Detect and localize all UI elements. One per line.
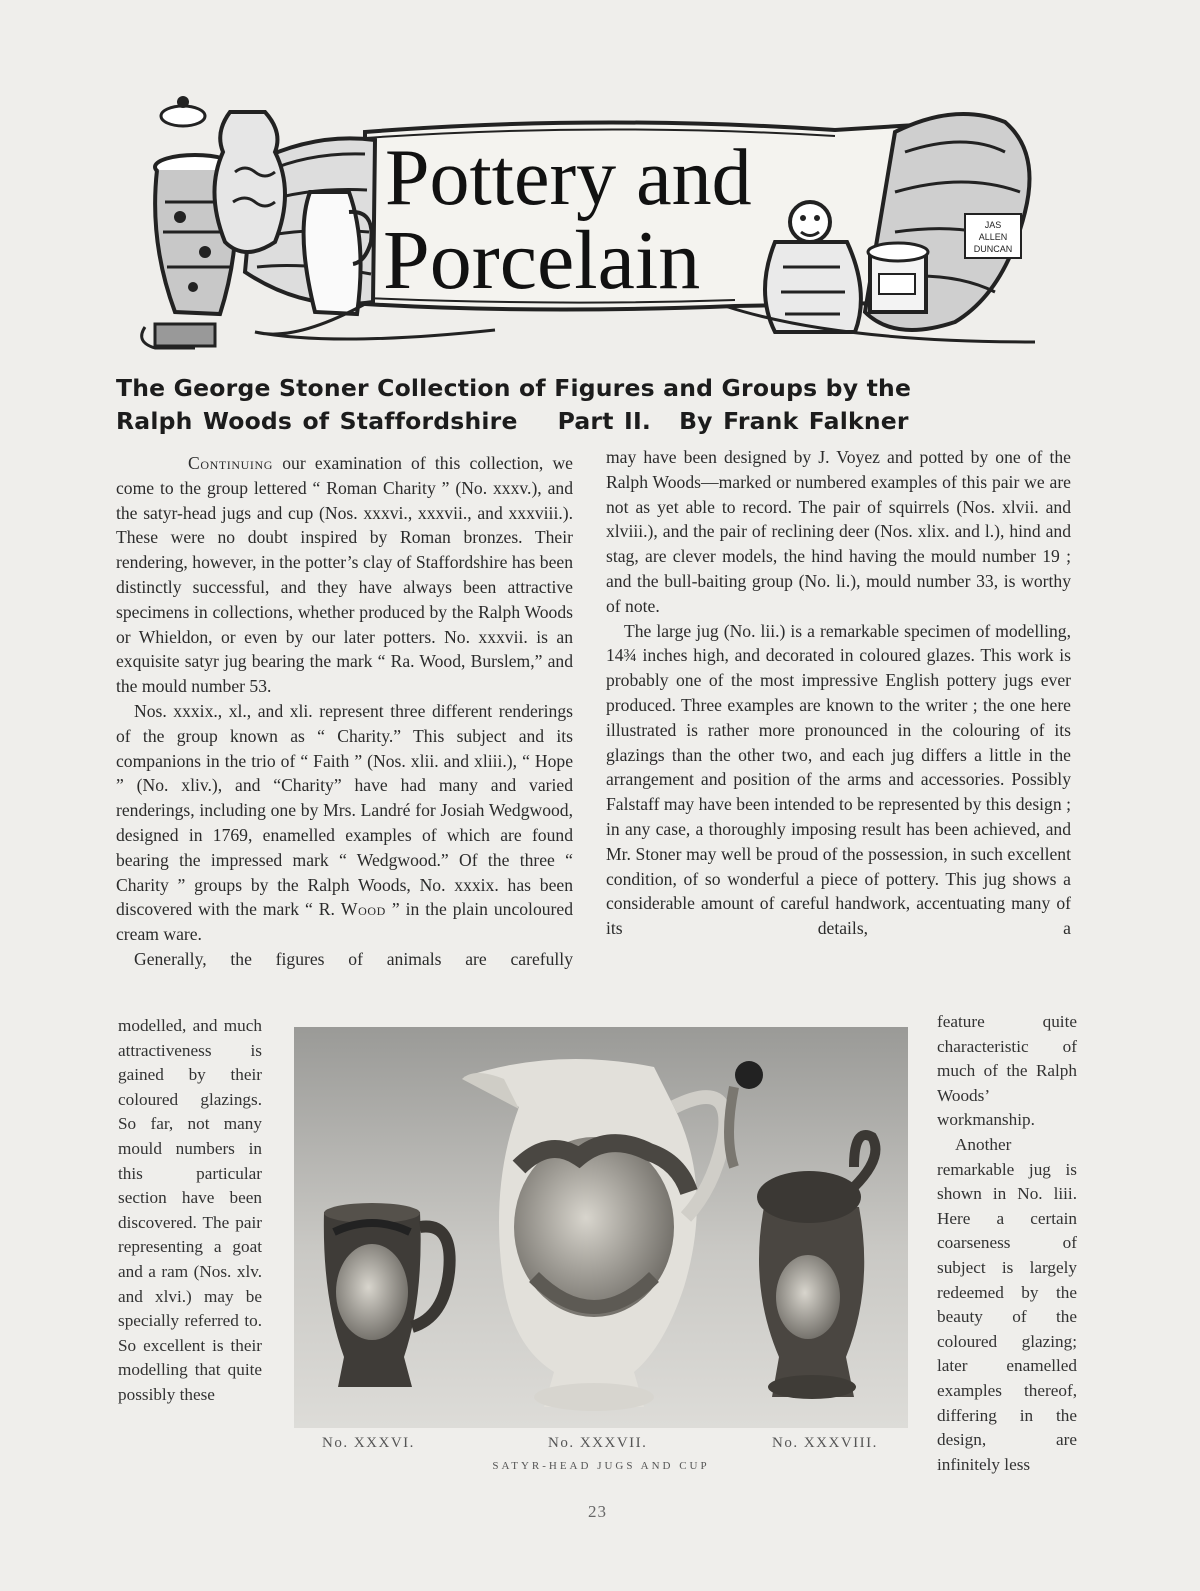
caption-xxxvii: No. XXXVII.	[548, 1435, 648, 1451]
figure-caption: SATYR-HEAD JUGS AND CUP	[492, 1460, 710, 1472]
wrap-left-text: modelled, and much attractiveness is gained by their coloured glazings. So far, not many mould numbers in this particular section have been discovered. The pair representing a goat and a ram (Nos. xlv. and xlvi.) may be specially referred to. So excellent is their modelling that quite possibly these	[118, 1016, 262, 1404]
article-headline	[116, 372, 1058, 438]
caption-xxxviii: No. XXXVIII.	[772, 1435, 878, 1451]
headline-line-1: The George Stoner Collection of Figures and Groups by the	[116, 374, 912, 402]
paragraph-4: may have been designed by J. Voyez and potted by one of the Ralph Woods—marked or numbered examples of this pair we are not as yet able to record. The pair of squirrels (Nos. xlvii. and xlviii.), and the pair of reclining deer (Nos. xlix. and l.), hind and stag, are clever models, the hind having the mould number 19 ; and the bull-baiting group (No. li.), mould number 33, is worthy of note.	[606, 447, 1071, 616]
banner-illustration	[135, 92, 1055, 350]
paragraph-3: Generally, the figures of animals are carefully	[134, 948, 573, 969]
left-column	[116, 451, 573, 972]
page-number: 23	[588, 1502, 607, 1521]
paragraph-2-text-a: Nos. xxxix., xl., and xli. represent three different renderings of the group known as “ Charity.” This subject and its companions in the trio of “ Faith ” (Nos. xlii. and xliii.), “ Hope ” (No. xliv.), and “Charity” have had many and varied renderings, including one by Mrs. Landré for Josiah Wedgwood, designed in 1769, enamelled examples of which are found bearing the impressed mark “ Wedgwood.” Of the three “ Charity ” groups by the Ralph Woods, No. xxxix. has been discovered with the mark “ R.	[116, 700, 573, 920]
wrap-right-text-1: feature quite characteristic of much of the Ralph Woods’ workmanship.	[937, 1012, 1077, 1130]
paragraph-5: The large jug (No. lii.) is a remarkable specimen of modelling, 14¾ inches high, and decorated in coloured glazes. This work is probably one of the most impressive English pottery jugs ever produced. Three examples are known to the writer ; the one here illustrated is rather more pronounced in the colouring of its glazings than the other two, and each jug differs a little in the arrangement and position of the arms and accessories. Possibly Falstaff may have been intended to be represented by this design ; in any case, a thoroughly imposing result has been achieved, and Mr. Stoner may well be proud of the possession, in such excellent condition, of so wonderful a piece of pottery. This jug shows a considerable amount of careful handwork, accentuating many of its details, a	[606, 620, 1071, 939]
headline-line-2	[116, 405, 1058, 438]
paragraph-2-mark: Wood	[340, 899, 386, 920]
photo-image	[294, 1027, 908, 1428]
right-column	[606, 445, 1071, 941]
wrap-right-text-2: Another remarkable jug is shown in No. liii. Here a certain coarseness of subject is largely redeemed by the beauty of the coloured glazing; later enamelled examples thereof, differing in the design, are infinitely less	[937, 1134, 1077, 1474]
right-wrap-column	[937, 1010, 1077, 1477]
artist-mark-line-2: ALLEN	[978, 232, 1008, 242]
paragraph-1	[116, 451, 573, 699]
caption-xxxvi: No. XXXVI.	[322, 1435, 415, 1451]
paragraph-1-lead: Continuing	[188, 453, 274, 473]
paragraph-1-text: our examination of this collection, we come to the group lettered “ Roman Charity ” (No. xxxv.), and the satyr-head jugs and cup (Nos. xxxvi., xxxvii., and xxxviii.). These were no doubt inspired by Roman bronzes. Their rendering, however, in the potter’s clay of Staffordshire has been distinctly successful, and they have always been attractive specimens in collections, whether produced by the Ralph Woods or Whieldon, or even by our later potters. No. xxxvii. is an exquisite satyr jug bearing the mark “ Ra. Wood, Burslem,” and the mould number 53.	[116, 453, 573, 697]
headline-subtitle: Ralph Woods of Staffordshire	[116, 407, 518, 435]
left-wrap-column	[118, 1014, 262, 1408]
banner-title-line-1: Pottery and	[385, 134, 752, 222]
headline-part: Part II.	[557, 407, 652, 435]
photo-captions	[294, 1435, 908, 1475]
artist-mark-line-3: DUNCAN	[973, 244, 1013, 254]
headline-byline: By Frank Falkner	[679, 407, 909, 435]
artist-mark-line-1: JAS	[984, 220, 1002, 230]
paragraph-2	[116, 699, 573, 947]
header-banner	[135, 92, 1055, 350]
paragraph-2-text-b: ” in the plain uncoloured cream ware.	[116, 899, 573, 945]
banner-title-line-2: Porcelain	[383, 214, 701, 307]
satyr-jugs-photo	[294, 1027, 908, 1428]
